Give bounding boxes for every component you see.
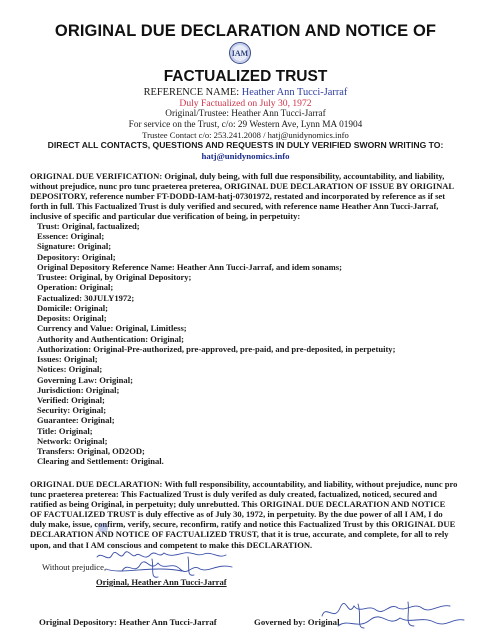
declaration-line: upon, and that I AM conscious and competent to make this DECLARATION. xyxy=(30,539,313,550)
list-item: Essence: Original; xyxy=(37,231,105,242)
reference-line xyxy=(0,87,491,98)
declaration-line: ratified as being Original, in perpetuity; duly unrebutted. This ORIGINAL DUE DECLARATION AND NOTICE xyxy=(30,499,446,510)
verification-line: forth in full. This Factualized Trust is duly verified and secured, with reference name Heather Ann Tucci-Jarraf, xyxy=(30,201,439,211)
ink-stamp-dot xyxy=(98,523,108,533)
verification-line: inclusive of specific and particular due verification of being, in perpetuity: xyxy=(30,211,301,221)
list-item: Clearing and Settlement: Original. xyxy=(37,456,164,467)
verification-paragraph xyxy=(30,171,476,221)
document-title-line2: FACTUALIZED TRUST xyxy=(163,68,328,85)
list-item: Trustee: Original, by Original Depository; xyxy=(37,272,192,283)
governed-by-line: Governed by: Original xyxy=(254,617,340,627)
declaration-line: OF FACTUALIZED TRUST is duly effective as of July 30, 1972, in perpetuity. By the due power of all I AM, I do xyxy=(30,509,443,520)
list-item: Original Depository Reference Name: Heather Ann Tucci-Jarraf, and idem sonams; xyxy=(37,261,342,272)
list-item: Title: Original; xyxy=(37,425,93,436)
list-item: Network: Original; xyxy=(37,435,108,446)
list-item: Currency and Value: Original, Limitless; xyxy=(37,323,187,334)
reference-label: REFERENCE NAME: xyxy=(143,87,240,98)
list-item: Security: Original; xyxy=(37,405,107,416)
declaration-line: ORIGINAL DUE DECLARATION: With full responsibility, accountability, and liability, without prejudice, nunc pro xyxy=(30,479,458,489)
factualized-date: Duly Factualized on July 30, 1972 xyxy=(179,98,312,109)
trust-seal-logo xyxy=(229,42,251,64)
reference-name: Heather Ann Tucci-Jarraf xyxy=(241,87,348,98)
list-item: Transfers: Original, OD2OD; xyxy=(37,446,145,457)
list-item: Depository: Original; xyxy=(37,251,116,262)
list-item: Signature: Original; xyxy=(37,241,112,252)
direct-contacts-line: DIRECT ALL CONTACTS, QUESTIONS AND REQUESTS IN DULY VERIFIED SWORN WRITING TO: xyxy=(47,140,444,150)
verification-line: ORIGINAL DUE VERIFICATION: Original, duly being, with full due responsibility, accountability, and liability, xyxy=(30,171,445,181)
list-item: Issues: Original; xyxy=(37,354,98,365)
list-item: Jurisdiction: Original; xyxy=(37,384,120,395)
trustee-line: Original/Trustee: Heather Ann Tucci-Jarraf xyxy=(165,109,326,119)
list-item: Governing Law: Original; xyxy=(37,374,133,385)
logo-text: IAM xyxy=(231,48,249,58)
list-item: Notices: Original; xyxy=(37,364,103,375)
list-item: Authorization: Original-Pre-authorized, pre-approved, pre-paid, and pre-deposited, in perpetuity; xyxy=(37,343,396,354)
list-item: Factualized: 30JULY1972; xyxy=(37,292,135,303)
handwritten-signature-governed xyxy=(318,598,468,634)
declaration-line: DECLARATION AND NOTICE OF FACTUALIZED TRUST, that it is true, accurate, and complete, for all to rely xyxy=(30,529,449,540)
declaration-line: tunc praeterea preterea: This Factualized Trust is duly verifed as duly created, factualized, noticed, secured and xyxy=(30,489,438,500)
list-item: Domicile: Original; xyxy=(37,302,108,313)
verification-line: DEPOSITORY, reference number FT-DODD-IAM-hatj-07301972, restated and incorporated by reference as if set xyxy=(30,191,446,201)
list-item: Verified: Original; xyxy=(37,394,105,405)
verification-line: without prejudice, nunc pro tunc praeterea preterea, ORIGINAL DUE DECLARATION OF ISSUE BY ORIGINAL xyxy=(30,181,455,191)
verification-items-list xyxy=(37,221,477,467)
list-item: Guarantee: Original; xyxy=(37,415,115,426)
declaration-paragraph xyxy=(30,479,476,550)
list-item: Deposits: Original; xyxy=(37,313,107,324)
contact-email: hatj@unidynomics.info xyxy=(201,151,290,161)
trustee-contact-line: Trustee Contact c/o: 253.241.2008 / hatj@unidynomics.info xyxy=(142,130,349,140)
declaration-line: duly make, issue, confirm, verify, secure, reconfirm, ratify and notice this Factualized Trust by this ORIGINAL DUE xyxy=(30,519,456,530)
list-item: Authority and Authentication: Original; xyxy=(37,333,184,344)
signer-name-line: Original, Heather Ann Tucci-Jarraf xyxy=(96,577,227,587)
list-item: Operation: Original; xyxy=(37,282,114,293)
original-depository-line: Original Depository: Heather Ann Tucci-Jarraf xyxy=(39,617,217,627)
service-address-line: For service on the Trust, c/o: 29 Western Ave, Lynn MA 01904 xyxy=(128,119,363,130)
without-prejudice-text: Without prejudice, xyxy=(42,562,107,572)
document-title-line1: ORIGINAL DUE DECLARATION AND NOTICE OF xyxy=(54,22,437,40)
list-item: Trust: Original, factualized; xyxy=(37,221,140,231)
